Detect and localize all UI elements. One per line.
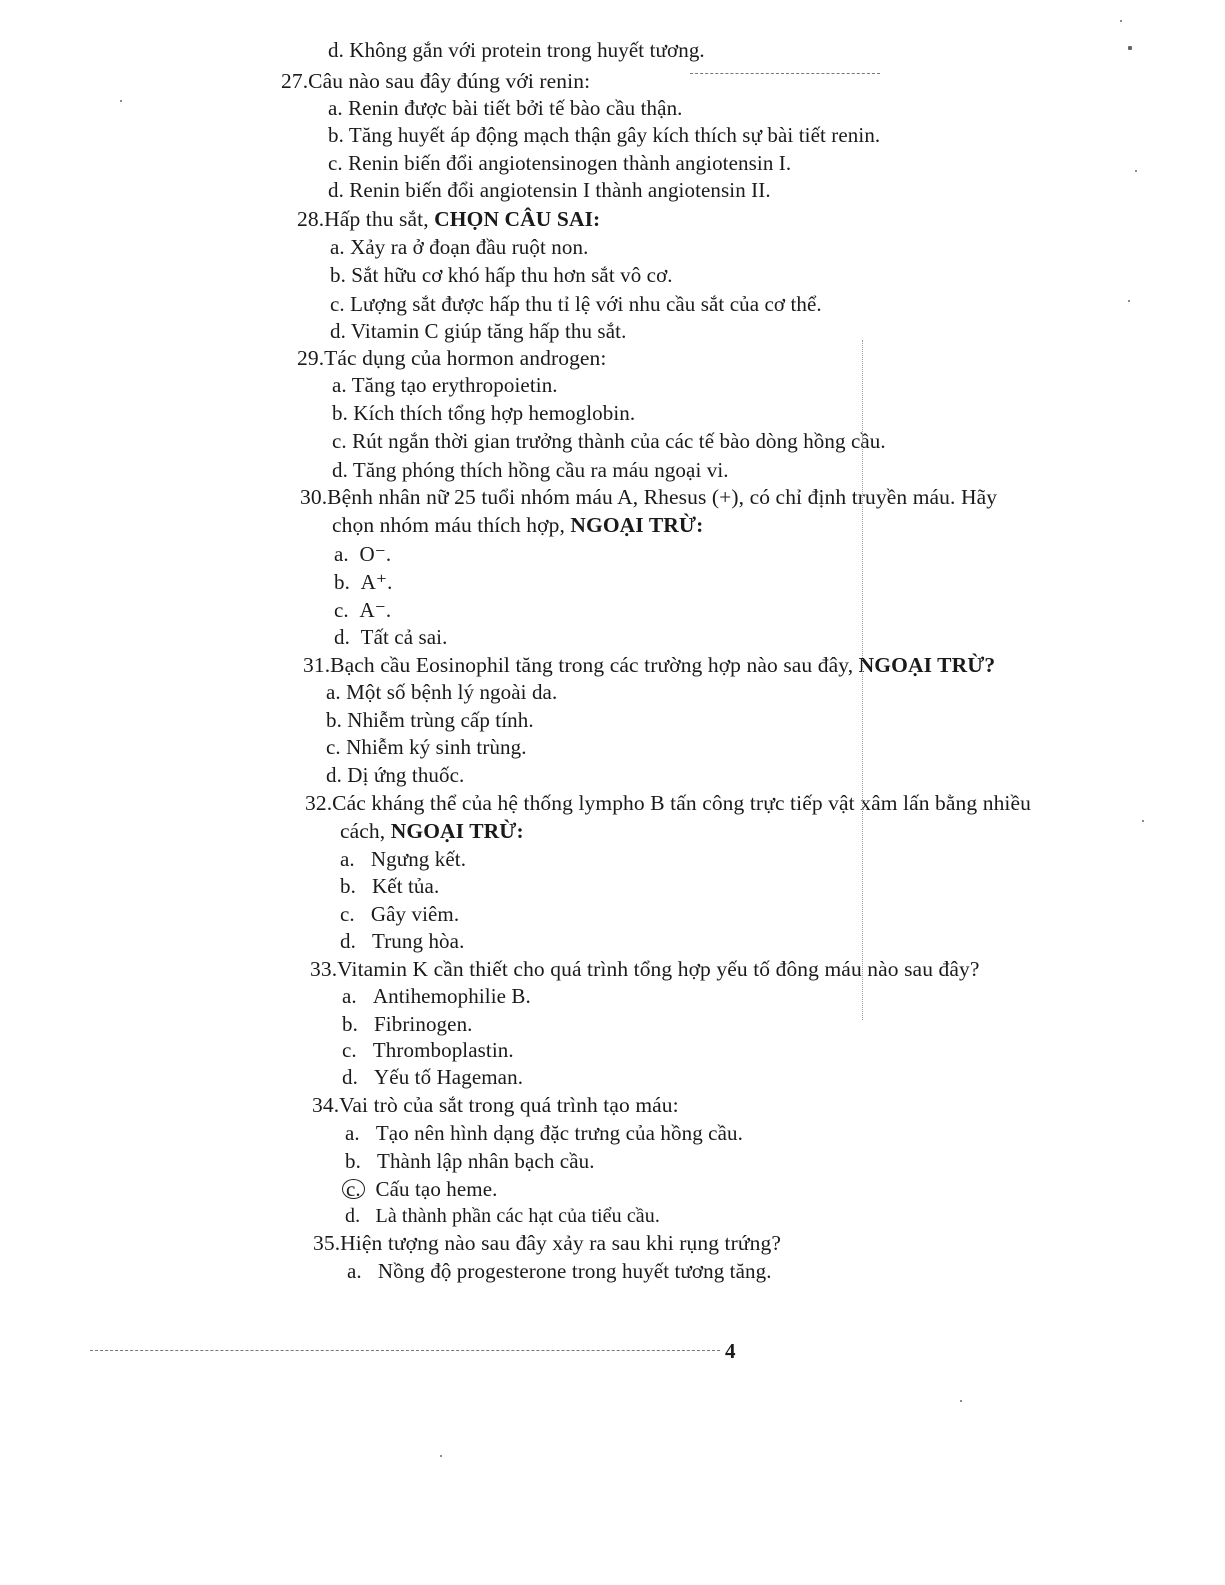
option-30c-text: A⁻. xyxy=(359,598,392,622)
option-32b xyxy=(340,873,439,899)
option-33a xyxy=(342,983,531,1009)
option-30c xyxy=(334,597,391,623)
option-27b: b. Tăng huyết áp động mạch thận gây kích thích sự bài tiết renin. xyxy=(328,123,881,147)
option-33b xyxy=(342,1011,473,1037)
top-scan-rule xyxy=(690,73,880,74)
option-28c: c. Lượng sắt được hấp thu tỉ lệ với nhu cầu sắt của cơ thể. xyxy=(330,292,822,316)
option-29a: a. Tăng tạo erythropoietin. xyxy=(332,373,558,397)
question-31-text: 31.Bạch cầu Eosinophil tăng trong các trường hợp nào sau đây, xyxy=(303,653,854,677)
question-35: 35.Hiện tượng nào sau đây xảy ra sau khi rụng trứng? xyxy=(313,1231,781,1255)
option-32d-text: Trung hòa. xyxy=(372,929,465,953)
question-28-text: 28.Hấp thu sắt, xyxy=(297,207,429,231)
option-28b: b. Sắt hữu cơ khó hấp thu hơn sắt vô cơ. xyxy=(330,263,673,287)
answer-circle-mark: c. xyxy=(342,1179,365,1199)
option-32d xyxy=(340,928,464,954)
option-31b: b. Nhiễm trùng cấp tính. xyxy=(326,708,534,732)
option-29d: d. Tăng phóng thích hồng cầu ra máu ngoại vi. xyxy=(332,458,729,482)
question-28-emphasis: CHỌN CÂU SAI: xyxy=(434,207,601,231)
option-32c-text: Gây viêm. xyxy=(370,902,460,926)
option-33c xyxy=(342,1037,514,1063)
scan-speck xyxy=(120,100,122,102)
option-33a-text: Antihemophilie B. xyxy=(372,984,531,1008)
option-32b-text: Kết tủa. xyxy=(372,874,440,898)
option-33b-text: Fibrinogen. xyxy=(374,1012,473,1036)
option-28a: a. Xảy ra ở đoạn đầu ruột non. xyxy=(330,235,589,259)
question-34: 34.Vai trò của sắt trong quá trình tạo máu: xyxy=(312,1093,679,1117)
scan-fold-line xyxy=(862,340,863,1020)
question-30-emphasis: NGOẠI TRỪ: xyxy=(570,513,704,537)
option-27a: a. Renin được bài tiết bởi tế bào cầu thận. xyxy=(328,96,683,120)
scan-speck xyxy=(1128,46,1132,50)
option-34d xyxy=(345,1203,660,1229)
option-30b-letter: b. xyxy=(334,570,350,594)
question-30-cont xyxy=(332,512,703,538)
option-29b: b. Kích thích tổng hợp hemoglobin. xyxy=(332,401,636,425)
option-30b-text: A⁺. xyxy=(360,570,393,594)
page-number: 4 xyxy=(725,1339,736,1363)
footer-rule xyxy=(90,1350,720,1351)
option-29c: c. Rút ngắn thời gian trưởng thành của các tế bào dòng hồng cầu. xyxy=(332,429,886,453)
option-33a-letter: a. xyxy=(342,984,357,1008)
option-31a: a. Một số bệnh lý ngoài da. xyxy=(326,680,558,704)
question-32-cont xyxy=(340,818,524,844)
option-34d-letter: d. xyxy=(345,1205,361,1227)
option-30a xyxy=(334,541,391,567)
option-30d-letter: d. xyxy=(334,625,350,649)
option-35a-letter: a. xyxy=(347,1259,362,1283)
option-34a xyxy=(345,1120,743,1146)
option-33d-letter: d. xyxy=(342,1065,358,1089)
option-33d-text: Yếu tố Hageman. xyxy=(374,1065,524,1089)
question-33: 33.Vitamin K cần thiết cho quá trình tổng hợp yếu tố đông máu nào sau đây? xyxy=(310,957,980,981)
option-34a-text: Tạo nên hình dạng đặc trưng của hồng cầu. xyxy=(375,1121,743,1145)
option-32a-text: Ngưng kết. xyxy=(370,847,467,871)
option-28d: d. Vitamin C giúp tăng hấp thu sắt. xyxy=(330,319,627,343)
option-30c-letter: c. xyxy=(334,598,349,622)
scan-speck xyxy=(1135,170,1137,172)
question-30: 30.Bệnh nhân nữ 25 tuổi nhóm máu A, Rhesus (+), có chỉ định truyền máu. Hãy xyxy=(300,485,998,509)
option-33c-text: Thromboplastin. xyxy=(372,1038,514,1062)
option-32d-letter: d. xyxy=(340,929,356,953)
question-28 xyxy=(297,206,600,232)
scan-speck xyxy=(960,1400,962,1402)
option-30d xyxy=(334,624,447,650)
option-30d-text: Tất cả sai. xyxy=(360,625,448,649)
option-32b-letter: b. xyxy=(340,874,356,898)
question-29: 29.Tác dụng của hormon androgen: xyxy=(297,346,607,370)
question-32: 32.Các kháng thể của hệ thống lympho B tấn công trực tiếp vật xâm lấn bằng nhiều xyxy=(305,791,1031,815)
option-34c-text: Cấu tạo heme. xyxy=(375,1177,498,1201)
option-32a xyxy=(340,846,466,872)
option-33c-letter: c. xyxy=(342,1038,357,1062)
option-31c: c. Nhiễm ký sinh trùng. xyxy=(326,735,527,759)
option-35a xyxy=(347,1258,772,1284)
scan-speck xyxy=(1120,20,1122,22)
question-27: 27.Câu nào sau đây đúng với renin: xyxy=(281,69,591,93)
option-26d: d. Không gắn với protein trong huyết tương. xyxy=(328,38,705,62)
scan-speck xyxy=(440,1455,442,1457)
option-33b-letter: b. xyxy=(342,1012,358,1036)
option-31d: d. Dị ứng thuốc. xyxy=(326,763,465,787)
option-35a-text: Nồng độ progesterone trong huyết tương tăng. xyxy=(377,1259,772,1283)
option-30b xyxy=(334,569,392,595)
option-32c-letter: c. xyxy=(340,902,355,926)
option-34b-letter: b. xyxy=(345,1149,361,1173)
option-30a-letter: a. xyxy=(334,542,349,566)
option-34b-text: Thành lập nhân bạch cầu. xyxy=(377,1149,595,1173)
option-34c xyxy=(342,1176,498,1202)
scan-speck xyxy=(1142,820,1144,822)
question-32-emphasis: NGOẠI TRỪ: xyxy=(390,819,524,843)
question-31-emphasis: NGOẠI TRỪ? xyxy=(858,653,996,677)
question-30-text: chọn nhóm máu thích hợp, xyxy=(332,513,565,537)
option-27c: c. Renin biến đổi angiotensinogen thành angiotensin I. xyxy=(328,151,792,175)
option-27d: d. Renin biến đổi angiotensin I thành angiotensin II. xyxy=(328,178,771,202)
question-31 xyxy=(303,652,995,678)
option-32c xyxy=(340,901,459,927)
option-34d-text: Là thành phần các hạt của tiểu cầu. xyxy=(375,1205,660,1227)
question-32-text: cách, xyxy=(340,819,386,843)
option-32a-letter: a. xyxy=(340,847,355,871)
option-33d xyxy=(342,1064,523,1090)
option-34a-letter: a. xyxy=(345,1121,360,1145)
scan-speck xyxy=(1128,300,1130,302)
option-30a-text: O⁻. xyxy=(359,542,392,566)
option-34b xyxy=(345,1148,595,1174)
